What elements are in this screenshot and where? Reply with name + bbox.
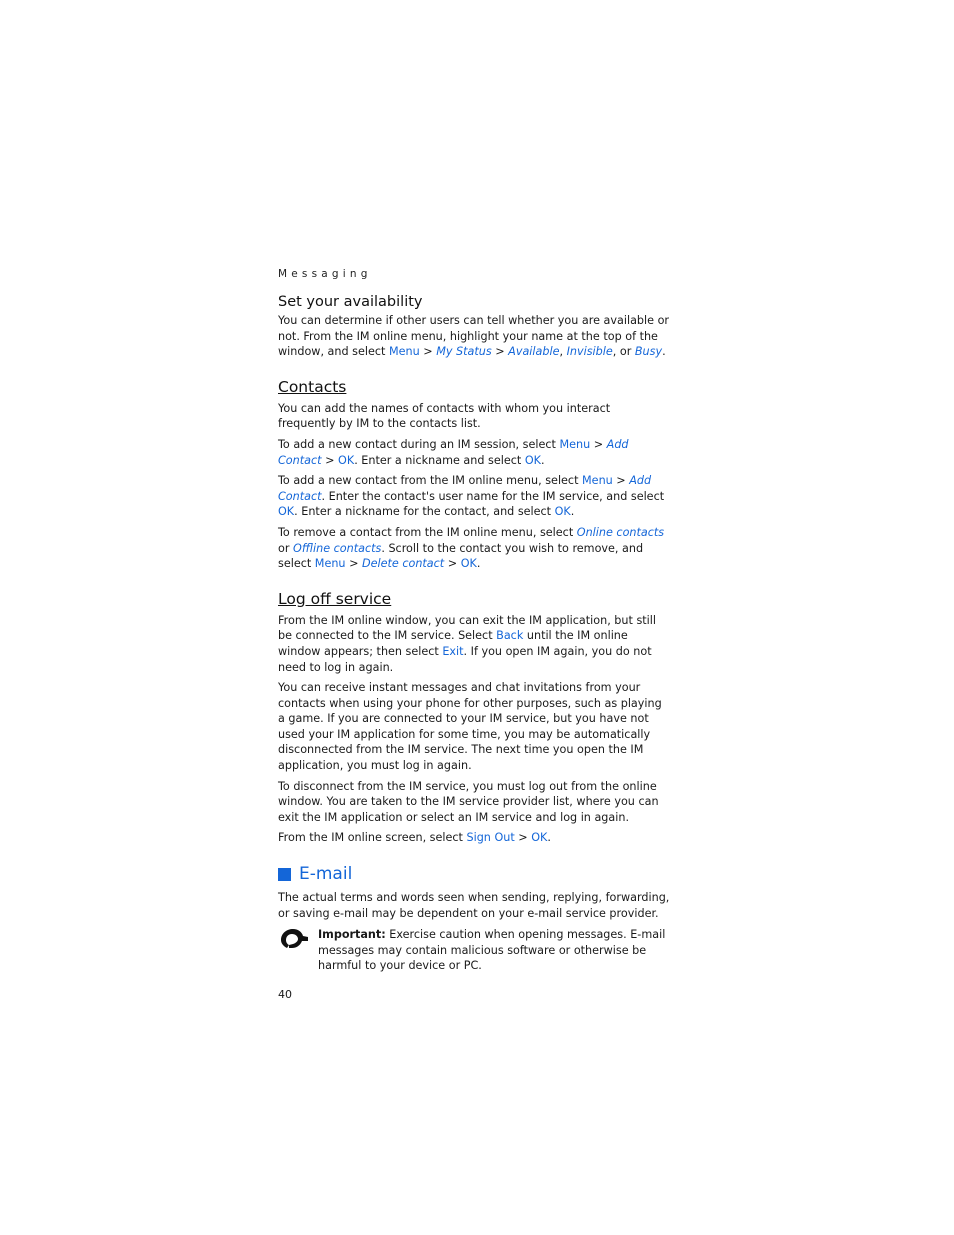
page-number: 40 [278, 988, 292, 1001]
contacts-intro: You can add the names of contacts with whom you interact frequently by IM to the contacts list. [278, 401, 611, 431]
page-content [278, 268, 670, 1001]
contacts-remove: To remove a contact from the IM online menu, select Online contacts or Offline contacts. Scroll to the contact you wish to remove, and select Menu > Delete contact > OK. [278, 525, 665, 571]
important-hand-icon [278, 927, 318, 974]
logoff-p4: From the IM online screen, select Sign Out > OK. [278, 831, 551, 845]
logoff-p1: From the IM online window, you can exit the IM application, but still be connected to the IM service. Select Back until the IM online window appears; then select Exit. If you open IM again, you do not need to log in again. [278, 613, 656, 674]
logoff-p3: To disconnect from the IM service, you must log out from the online window. You are taken to the IM service provider list, where you can exit the IM application or select an IM service and log in again. [278, 779, 659, 824]
important-note: Important: Exercise caution when opening messages. E-mail messages may contain malicious software or otherwise be harmful to your device or PC. [278, 927, 670, 974]
email-heading: E-mail [278, 864, 670, 884]
logoff-heading: Log off service [278, 589, 392, 608]
availability-paragraph: You can determine if other users can tell whether you are available or not. From the IM online menu, highlight your name at the top of the window, and select Menu > My Status > Available, Invisible, or Busy. [278, 314, 670, 359]
square-bullet-icon [278, 868, 291, 881]
contacts-heading: Contacts [278, 377, 347, 396]
section-label: Messaging [278, 268, 372, 280]
email-paragraph: The actual terms and words seen when sending, replying, forwarding, or saving e-mail may be dependent on your e-mail service provider. [278, 891, 670, 920]
logoff-p2: You can receive instant messages and chat invitations from your contacts when using your phone for other purposes, such as playing a game. If you are connected to your IM service, but you have not used your IM application for some time, you may be automatically disconnected from the IM service. The next time you open the IM application, you must log in again. [278, 681, 662, 773]
contacts-add-menu: To add a new contact from the IM online menu, select Menu > Add Contact. Enter the contact's user name for the IM service, and select OK. Enter a nickname for the contact, and select OK. [278, 474, 665, 519]
contacts-add-session: To add a new contact during an IM session, select Menu > Add Contact > OK. Enter a nickname and select OK. [278, 437, 629, 467]
availability-heading: Set your availability [278, 294, 423, 310]
